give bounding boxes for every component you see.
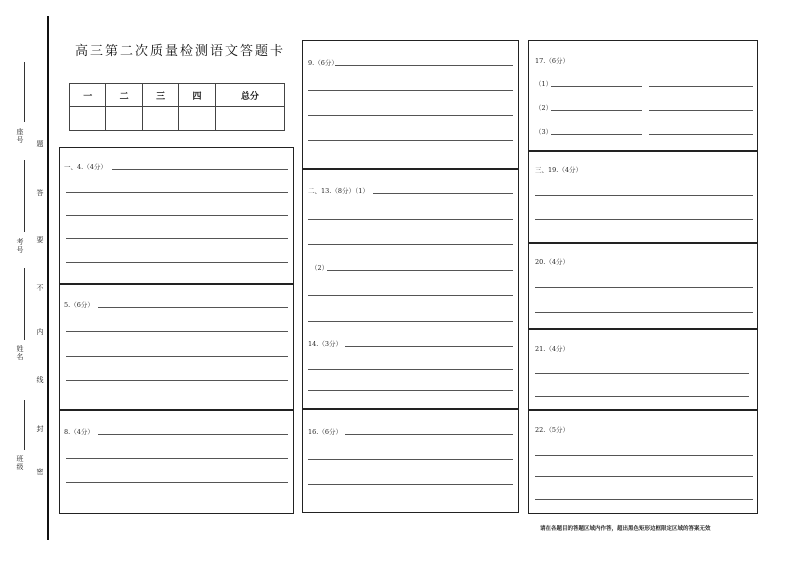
footnote: 请在各题目的答题区域内作答，超出黑色矩形边框限定区域的答案无效 — [540, 526, 711, 532]
answer-line[interactable] — [551, 110, 642, 111]
answer-line[interactable] — [66, 458, 288, 459]
question-label: 5.（6分） — [64, 301, 94, 309]
name-field[interactable] — [24, 268, 25, 340]
answer-box-q13-q14 — [302, 169, 519, 409]
seat-number-field[interactable] — [24, 62, 25, 122]
answer-line[interactable] — [66, 262, 288, 263]
question-label: 三、19.（4分） — [535, 166, 582, 174]
answer-line[interactable] — [308, 321, 513, 322]
seal-word: 密 — [36, 468, 44, 476]
score-cell[interactable] — [215, 107, 284, 131]
subquestion-label: （2） — [535, 104, 553, 112]
answer-line[interactable] — [66, 238, 288, 239]
subquestion-label: （1） — [535, 80, 553, 88]
seal-word: 内 — [36, 328, 44, 336]
answer-line[interactable] — [98, 307, 288, 308]
answer-line[interactable] — [335, 65, 513, 66]
question-label: 14.（3分） — [308, 340, 342, 348]
answer-line[interactable] — [308, 115, 513, 116]
answer-line[interactable] — [649, 134, 753, 135]
answer-box-q4 — [59, 147, 294, 284]
question-label: 二、13.（8分）（1） — [308, 187, 369, 195]
answer-line[interactable] — [327, 270, 513, 271]
score-header: 总分 — [215, 84, 284, 107]
answer-line[interactable] — [308, 140, 513, 141]
label-exam-number: 考号 — [16, 238, 24, 254]
exam-number-field[interactable] — [24, 160, 25, 232]
answer-line[interactable] — [112, 169, 288, 170]
answer-line[interactable] — [535, 499, 753, 500]
answer-line[interactable] — [535, 287, 753, 288]
answer-box-q9 — [302, 40, 519, 169]
score-cell[interactable] — [70, 107, 106, 131]
binding-line — [47, 16, 49, 540]
seal-word: 封 — [36, 425, 44, 433]
answer-line[interactable] — [66, 215, 288, 216]
answer-line[interactable] — [66, 380, 288, 381]
answer-line[interactable] — [535, 455, 753, 456]
question-label: 一、4.（4分） — [64, 163, 107, 171]
question-label: 16.（6分） — [308, 428, 342, 436]
answer-box-q8 — [59, 410, 294, 514]
answer-line[interactable] — [308, 244, 513, 245]
seal-word: 题 — [36, 140, 44, 148]
answer-line[interactable] — [649, 110, 753, 111]
score-header: 四 — [179, 84, 215, 107]
question-label: 17.（6分） — [535, 57, 569, 65]
answer-line[interactable] — [551, 134, 642, 135]
score-header: 一 — [70, 84, 106, 107]
answer-box-q16 — [302, 409, 519, 513]
answer-box-q20 — [528, 243, 758, 329]
answer-line[interactable] — [535, 476, 753, 477]
answer-line[interactable] — [535, 195, 753, 196]
answer-line[interactable] — [345, 346, 513, 347]
score-table — [69, 83, 285, 131]
answer-line[interactable] — [308, 390, 513, 391]
label-name: 姓名 — [16, 345, 24, 361]
answer-line[interactable] — [308, 219, 513, 220]
answer-line[interactable] — [308, 369, 513, 370]
answer-line[interactable] — [535, 396, 749, 397]
answer-line[interactable] — [535, 219, 753, 220]
question-label: 21.（4分） — [535, 345, 569, 353]
answer-box-q17 — [528, 40, 758, 151]
score-cell[interactable] — [142, 107, 178, 131]
class-field[interactable] — [24, 400, 25, 450]
seal-word: 要 — [36, 236, 44, 244]
answer-line[interactable] — [551, 86, 642, 87]
subquestion-label: （3） — [535, 128, 553, 136]
answer-line[interactable] — [98, 434, 288, 435]
score-header: 三 — [142, 84, 178, 107]
answer-line[interactable] — [308, 90, 513, 91]
answer-line[interactable] — [308, 484, 513, 485]
answer-box-q22 — [528, 410, 758, 514]
score-header: 二 — [106, 84, 142, 107]
question-label: 8.（4分） — [64, 428, 94, 436]
answer-line[interactable] — [373, 193, 513, 194]
answer-line[interactable] — [649, 86, 753, 87]
answer-line[interactable] — [535, 373, 749, 374]
answer-line[interactable] — [66, 331, 288, 332]
answer-line[interactable] — [535, 312, 753, 313]
answer-box-q21 — [528, 329, 758, 410]
answer-line[interactable] — [66, 192, 288, 193]
question-label: 20.（4分） — [535, 258, 569, 266]
seal-word: 答 — [36, 189, 44, 197]
answer-line[interactable] — [308, 459, 513, 460]
answer-line[interactable] — [345, 434, 513, 435]
answer-line[interactable] — [66, 356, 288, 357]
score-cell[interactable] — [106, 107, 142, 131]
seal-word: 线 — [36, 376, 44, 384]
score-cell[interactable] — [179, 107, 215, 131]
question-label: 22.（5分） — [535, 426, 569, 434]
answer-box-q19 — [528, 151, 758, 243]
seal-word: 不 — [36, 284, 44, 292]
answer-line[interactable] — [66, 482, 288, 483]
page-title: 高三第二次质量检测语文答题卡 — [75, 44, 286, 59]
label-class: 班级 — [16, 455, 24, 471]
answer-line[interactable] — [308, 295, 513, 296]
answer-box-q5 — [59, 284, 294, 410]
question-label: （2） — [311, 264, 329, 272]
question-label: 9.（6分） — [308, 59, 338, 67]
label-seat-number: 座号 — [16, 128, 24, 144]
